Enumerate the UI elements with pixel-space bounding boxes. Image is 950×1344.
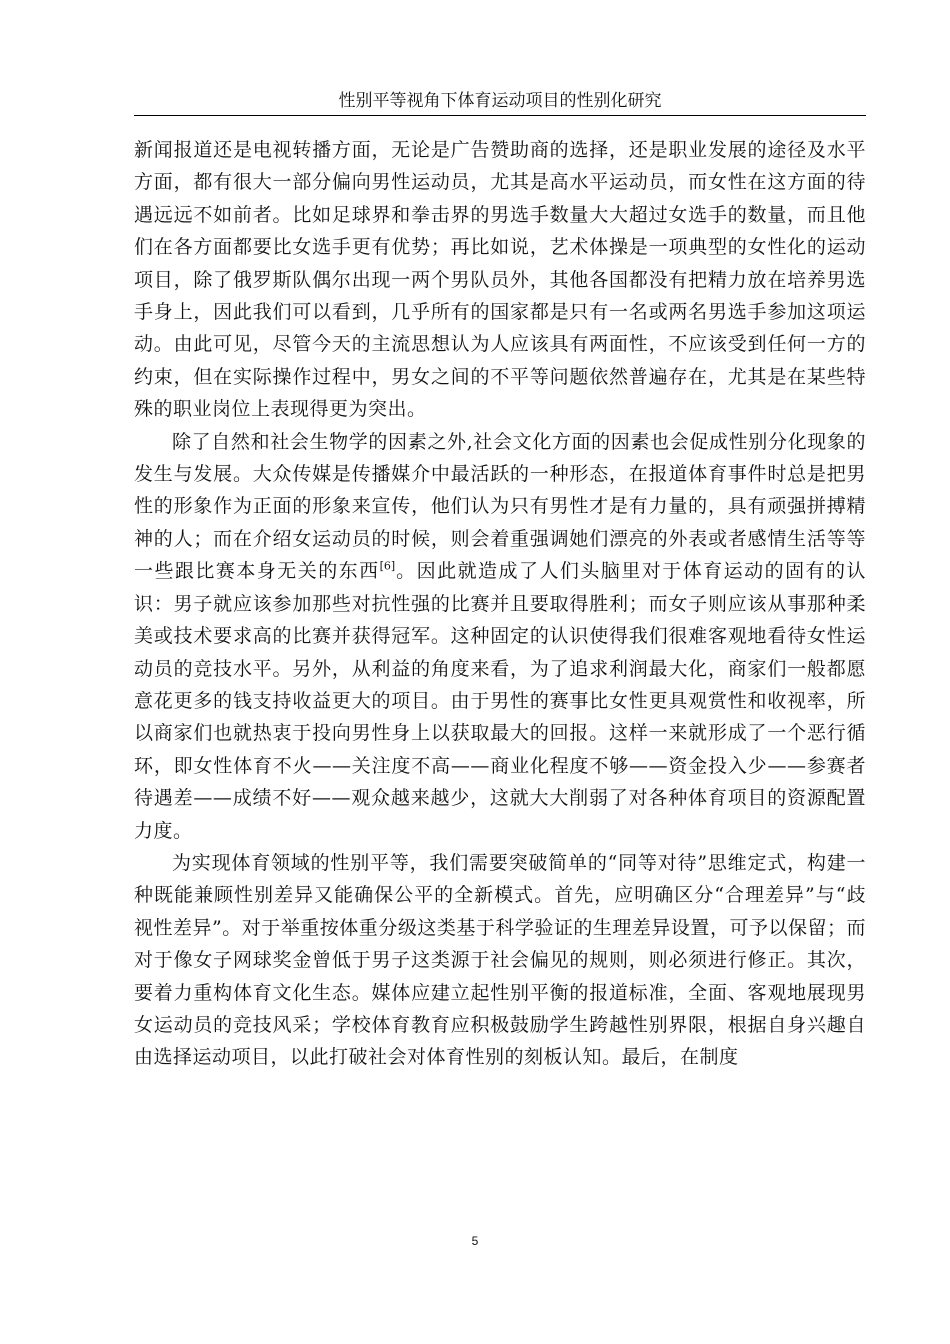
page-number: 5: [471, 1234, 479, 1248]
paragraph-text-before-citation: 除了自然和社会生物学的因素之外,社会文化方面的因素也会促成性别分化现象的发生与发展。大众传媒是传播媒介中最活跃的一种形态，在报道体育事件时总是把男性的形象作为正面的形象来宣传，他们认为只有男性才是有力量的，具有顽强拼搏精神的人；而在介绍女运动员的时候，则会着重强调她们漂亮的外表或者感情生活等等一些跟比赛本身无关的东西: [134, 430, 866, 583]
header-divider: [134, 115, 866, 116]
paragraph-social-culture: [134, 426, 866, 847]
paragraph-continued: 新闻报道还是电视转播方面，无论是广告赞助商的选择，还是职业发展的途径及水平方面，都有很大一部分偏向男性运动员，尤其是高水平运动员，而女性在这方面的待遇远远不如前者。比如足球界和拳击界的男选手数量大大超过女选手的数量，而且他们在各方面都要比女选手更有优势；再比如说，艺术体操是一项典型的女性化的运动项目，除了俄罗斯队偶尔出现一两个男队员外，其他各国都没有把精力放在培养男选手身上，因此我们可以看到，几乎所有的国家都是只有一名或两名男选手参加这项运动。由此可见，尽管今天的主流思想认为人应该具有两面性，不应该受到任何一方的约束，但在实际操作过程中，男女之间的不平等问题依然普遍存在，尤其是在某些特殊的职业岗位上表现得更为突出。: [134, 139, 866, 421]
running-header: 性别平等视角下体育运动项目的性别化研究: [338, 91, 662, 111]
body-text: [134, 134, 866, 1074]
paragraph-text-after-citation: 。因此就造成了人们头脑里对于体育运动的固有的认识：男子就应该参加那些对抗性强的比赛并且要取得胜利；而女子则应该从事那种柔美或技术要求高的比赛并获得冠军。这种固定的认识使得我们很难客观地看待女性运动员的竞技水平。另外，从利益的角度来看，为了追求利润最大化，商家们一般都愿意花更多的钱支持收益更大的项目。由于男性的赛事比女性更具观赏性和收视率，所以商家们也就热衷于投向男性身上以获取最大的回报。这样一来就形成了一个恶行循环，即女性体育不火——关注度不高——商业化程度不够——资金投入少——参赛者待遇差——成绩不好——观众越来越少，这就大大削弱了对各种体育项目的资源配置力度。: [134, 560, 866, 842]
paragraph-gender-equality: 为实现体育领域的性别平等，我们需要突破简单的“同等对待”思维定式，构建一种既能兼顾性别差异又能确保公平的全新模式。首先，应明确区分“合理差异”与“歧视性差异”。对于举重按体重分级这类基于科学验证的生理差异设置，可予以保留；而对于像女子网球奖金曾低于男子这类源于社会偏见的规则，则必须进行修正。其次，要着力重构体育文化生态。媒体应建立起性别平衡的报道标准，全面、客观地展现男女运动员的竞技风采；学校体育教育应积极鼓励学生跨越性别界限，根据自身兴趣自由选择运动项目，以此打破社会对体育性别的刻板认知。最后，在制度: [134, 851, 866, 1069]
citation-reference: [6]: [379, 559, 396, 573]
